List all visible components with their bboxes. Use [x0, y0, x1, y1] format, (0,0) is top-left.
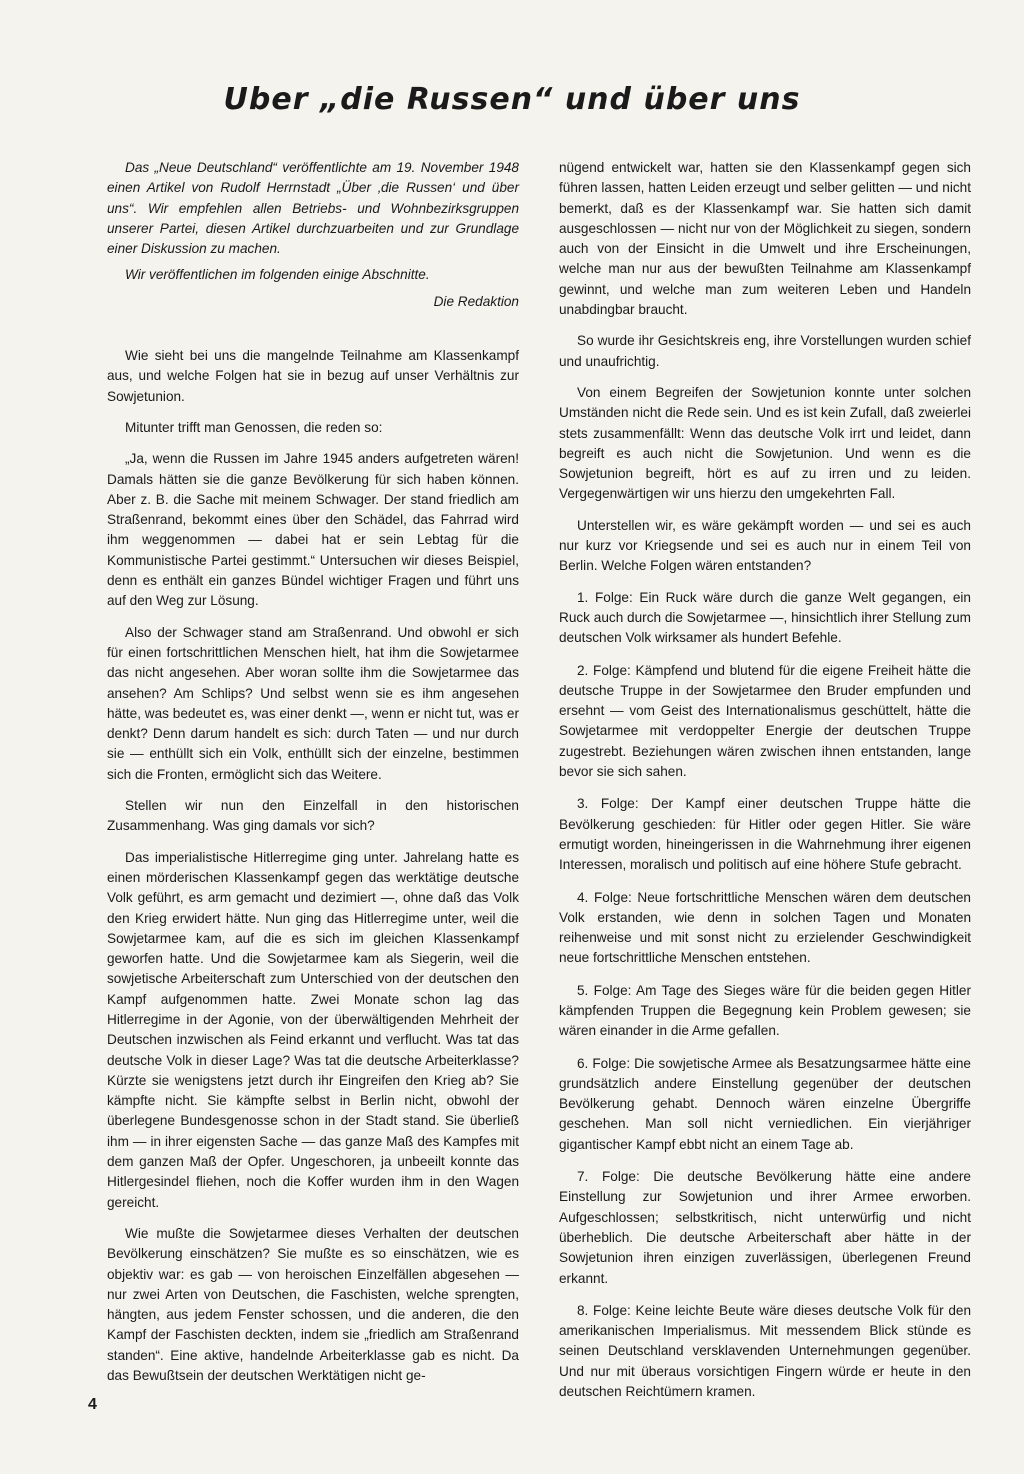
intro-paragraph: Das „Neue Deutschland“ veröffentlichte am 19. November 1948 einen Artikel von Rudolf Herrnstadt „Über ‚die Russen‘ und über uns“. Wir empfehlen allen Betriebs- und Wohnbezirksgruppen unserer Partei, diesen Artikel durchzuarbeiten und zur Grundlage einer Diskussion zu machen. — [107, 160, 519, 257]
body-paragraph: Wie sieht bei uns die mangelnde Teilnahme am Klassenkampf aus, und welche Folgen hat sie in bezug auf unser Verhältnis zur Sowjetunion. — [107, 348, 519, 404]
body-paragraph: Unterstellen wir, es wäre gekämpft worden — und sei es auch nur kurz vor Kriegsende und sei es auch nur in einem Teil von Berlin. Welche Folgen wären entstanden? — [559, 517, 971, 574]
article-title: Uber „die Russen“ und über uns — [223, 82, 801, 117]
right-column — [559, 158, 971, 1414]
body-paragraph: Von einem Begreifen der Sowjetunion konnte unter solchen Umständen nicht die Rede sein. Und es ist kein Zufall, daß zweierlei stets zusammenfällt: Wenn das deutsche Volk irrt und leidet, dann begreift es auch nicht die Sowjetunion. Und wenn es die Sowjetunion begreift, hört es auf zu irren und zu leiden. Vergegenwärtigen wir uns hierzu den umgekehrten Fall. — [559, 384, 971, 502]
page-number: 4 — [88, 1396, 97, 1413]
left-column — [107, 158, 519, 1397]
consequence-item: 8. Folge: Keine leichte Beute wäre dieses deutsche Volk für den amerikanischen Imperialismus. Mit messendem Blick stünde es seinen Deutschland versklavenden Unternehmungen gegenüber. Und nur mit überaus vorsichtigen Fingern würde er heute in den deutschen Reichtümern kramen. — [559, 1302, 971, 1400]
body-paragraph: „Ja, wenn die Russen im Jahre 1945 anders aufgetreten wären! Damals hätten sie die ganze Bevölkerung für sich haben können. Aber z. B. die Sache mit meinem Schwager. Der stand friedlich am Straßenrand, bekommt eines über den Schädel, das Fahrrad wird ihm weggenommen — dabei hat er sein Lebtag für die Kommunistische Partei gestimmt.“ Untersuchen wir dieses Beispiel, denn es enthält ein ganzes Bündel wichtiger Fragen und führt uns auf den Weg zur Lösung. — [107, 451, 519, 609]
body-paragraph: Wie mußte die Sowjetarmee dieses Verhalten der deutschen Bevölkerung einschätzen? Sie mußte es so einschätzen, wie es objektiv war: es gab — von heroischen Einzelfällen abgesehen — nur zwei Arten von Deutschen, die Faschisten, welche sprengten, hängten, aus jedem Fenster schossen, und die anderen, die den Kampf der Faschisten deckten, indem sie „friedlich am Straßenrand standen“. Eine aktive, handelnde Arbeiterklasse gab es nicht. Da das Bewußtsein der deutschen Werktätigen nicht ge- — [107, 1225, 519, 1384]
editorial-intro — [107, 158, 519, 312]
body-paragraph: Das imperialistische Hitlerregime ging unter. Jahrelang hatte es einen mörderischen Klassenkampf gegen das werktätige deutsche Volk geführt, es arm gemacht und dezimiert —, ohne daß das Volk den Krieg erwidert hätte. Nun ging das Hitlerregime unter, weil die Sowjetarmee kam, auf die es sich im gleichen Klassenkampf geworfen hatte. Und die Sowjetarmee kam als Siegerin, weil die sowjetische Arbeiterschaft zum Unterschied von der deutschen den Kampf aufgenommen hatte. Zwei Monate schon lag das Hitlerregime in der Agonie, von der überwältigenden Mehrheit der Deutschen inzwischen als Feind erkannt und verflucht. Was tat das deutsche Volk in dieser Lage? Was tat die deutsche Arbeiterklasse? Kürzte sie wenigstens jetzt durch ihr Eingreifen den Krieg ab? Sie kämpfte nicht. Sie kämpfte selbst in Berlin nicht, obwohl der überlegene Bundesgenosse schon in der Stadt stand. Sie überließ ihm — in ihrer eigensten Sache — das ganze Maß des Kampfes mit dem ganzen Maß der Opfer. Ungeschoren, ja unbeeilt konnte das Hitlergesindel fliehen, noch die Koffer wurden ihm in den Wagen gereicht. — [107, 849, 519, 1210]
body-paragraph: Mitunter trifft man Genossen, die reden so: — [125, 419, 383, 435]
consequence-item: 1. Folge: Ein Ruck wäre durch die ganze Welt gegangen, ein Ruck auch durch die Sowjetarmee —, hinsichtlich ihrer Stellung zum deutschen Volk wirksamer als hundert Befehle. — [559, 589, 971, 646]
intro-paragraph: Wir veröffentlichen im folgenden einige Abschnitte. — [125, 267, 430, 283]
consequence-item: 2. Folge: Kämpfend und blutend für die eigene Freiheit hätte die deutsche Truppe in der Sowjetarmee den Bruder empfunden und ersehnt — vom Geist des Internationalismus geschüttelt, hätte die Sowjetarmee mit verdoppelter Energie der deutschen Truppe zugestrebt. Beziehungen wären zwischen ihnen entstanden, lange bevor sie sich sahen. — [559, 662, 971, 780]
consequence-item: 5. Folge: Am Tage des Sieges wäre für die beiden gegen Hitler kämpfenden Truppen die Begegnung kein Problem gewesen; sie wären einander in die Arme gefallen. — [559, 982, 971, 1039]
consequence-item: 3. Folge: Der Kampf einer deutschen Truppe hätte die Bevölkerung geschieden: für Hitler oder gegen Hitler. Sie wäre ermutigt worden, hineingerissen in die Wahrnehmung ihrer eigenen Interessen, moralisch und politisch auf eine höhere Stufe gebracht. — [559, 796, 971, 873]
consequence-item: 6. Folge: Die sowjetische Armee als Besatzungsarmee hätte eine grundsätzlich andere Einstellung gegenüber der deutschen Bevölkerung gehabt. Dennoch wären einzelne Übergriffe geschehen. Man soll nicht verniedlichen. Ein vierjähriger gigantischer Kampf ebbt nicht an einem Tage ab. — [559, 1055, 971, 1152]
body-paragraph: nügend entwickelt war, hatten sie den Klassenkampf gegen sich führen lassen, hatten Leiden erzeugt und selber gelitten — und nicht bemerkt, daß es der Klassenkampf war. Sie hatten sich damit ausgeschlossen — nicht nur von der Möglichkeit zu siegen, sondern auch von der Einsicht in die Umwelt und ihre Erscheinungen, welche man nur aus der bewußten Teilnahme am Klassenkampf gewinnt, und welche man zum weiteren Leben und Handeln unabdingbar braucht. — [559, 160, 971, 318]
consequence-item: 7. Folge: Die deutsche Bevölkerung hätte eine andere Einstellung zur Sowjetunion und ihrer Armee erworben. Aufgeschlossen; selbstkritisch, nicht unterwürfig und nicht überheblich. Die deutsche Arbeiterschaft aber hätte in der Sowjetunion ihren einzigen zuverlässigen, überlegenen Freund erkannt. — [559, 1169, 971, 1286]
body-paragraph: So wurde ihr Gesichtskreis eng, ihre Vorstellungen wurden schief und unaufrichtig. — [559, 333, 971, 369]
editorial-signature: Die Redaktion — [433, 293, 519, 309]
body-paragraph: Stellen wir nun den Einzelfall in den historischen Zusammenhang. Was ging damals vor sich? — [107, 798, 519, 834]
body-paragraph: Also der Schwager stand am Straßenrand. Und obwohl er sich für einen fortschrittlichen Menschen hielt, hat ihm die Sowjetarmee das nicht angesehen. Aber woran sollte ihm die Sowjetarmee das ansehen? Am Schlips? Und selbst wenn sie es ihm angesehen hätte, was bedeutet es, was einer denkt —, wenn er nicht tut, was er denkt? Denn darum handelt es sich: durch Taten — und nur durch sie — enthüllt sich ein Volk, enthüllt sich der einzelne, bestimmen sich die Fronten, ermöglicht sich das Weitere. — [107, 624, 519, 782]
consequences-list — [559, 588, 971, 1403]
consequence-item: 4. Folge: Neue fortschrittliche Menschen wären dem deutschen Volk erstanden, wie denn in solchen Tagen und Monaten reihenweise und mit sonst nicht zu erzielender Geschwindigkeit neue fortschrittliche Menschen entstehen. — [559, 889, 971, 966]
